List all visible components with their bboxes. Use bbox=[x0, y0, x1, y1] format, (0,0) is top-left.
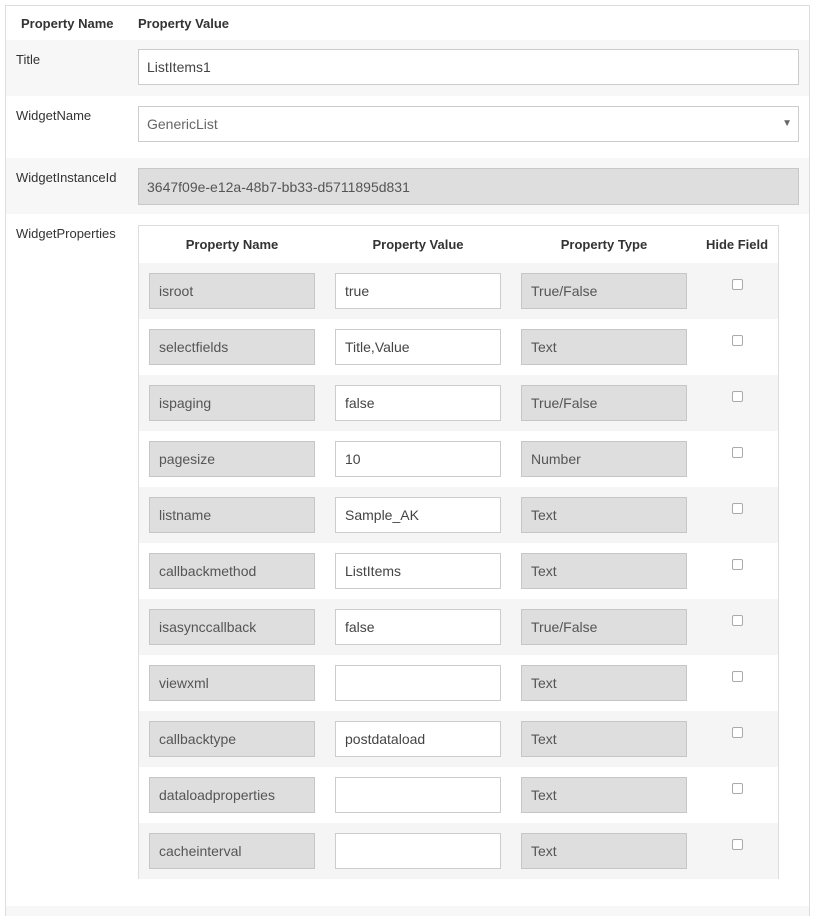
property-name-field: pagesize bbox=[149, 441, 315, 477]
property-row bbox=[139, 823, 778, 879]
inner-header-value: Property Value bbox=[372, 237, 464, 252]
property-type-field: Text bbox=[521, 553, 687, 589]
property-row bbox=[139, 599, 778, 655]
property-value-input[interactable]: 10 bbox=[335, 441, 501, 477]
property-name-field: selectfields bbox=[149, 329, 315, 365]
property-type-field: Text bbox=[521, 665, 687, 701]
hide-field-checkbox[interactable] bbox=[732, 391, 743, 402]
property-type-field: Text bbox=[521, 497, 687, 533]
property-value-input[interactable]: ListItems bbox=[335, 553, 501, 589]
property-value-input[interactable] bbox=[335, 665, 501, 701]
property-editor bbox=[5, 5, 810, 916]
property-name-field: listname bbox=[149, 497, 315, 533]
widget-name-select[interactable] bbox=[138, 106, 799, 142]
hide-field-checkbox[interactable] bbox=[732, 279, 743, 290]
property-row bbox=[139, 711, 778, 767]
inner-header-type: Property Type bbox=[560, 237, 648, 252]
property-row bbox=[139, 487, 778, 543]
property-value-input[interactable]: Title,Value bbox=[335, 329, 501, 365]
property-name-field: isasynccallback bbox=[149, 609, 315, 645]
hide-field-checkbox[interactable] bbox=[732, 671, 743, 682]
property-name-field: dataloadproperties bbox=[149, 777, 315, 813]
title-label: Title bbox=[16, 52, 41, 67]
property-row bbox=[139, 263, 778, 319]
property-type-field: True/False bbox=[521, 273, 687, 309]
property-type-field: Text bbox=[521, 777, 687, 813]
property-name-field: cacheinterval bbox=[149, 833, 315, 869]
property-name-field: isroot bbox=[149, 273, 315, 309]
property-row bbox=[139, 375, 778, 431]
hide-field-checkbox[interactable] bbox=[732, 727, 743, 738]
inner-table-header bbox=[139, 226, 778, 263]
outer-table-header bbox=[6, 6, 809, 40]
instance-id-label: WidgetInstanceId bbox=[16, 170, 117, 185]
property-type-field: Text bbox=[521, 833, 687, 869]
property-value-input[interactable]: false bbox=[335, 609, 501, 645]
property-row bbox=[139, 655, 778, 711]
widget-properties-label: WidgetProperties bbox=[16, 226, 116, 241]
hide-field-checkbox[interactable] bbox=[732, 447, 743, 458]
property-type-field: Number bbox=[521, 441, 687, 477]
widget-name-row bbox=[6, 96, 809, 158]
property-value-input[interactable]: Sample_AK bbox=[335, 497, 501, 533]
outer-header-value: Property Value bbox=[138, 16, 230, 31]
widget-name-label: WidgetName bbox=[16, 108, 92, 123]
property-value-input[interactable] bbox=[335, 833, 501, 869]
hide-field-checkbox[interactable] bbox=[732, 559, 743, 570]
title-row bbox=[6, 40, 809, 96]
hide-field-checkbox[interactable] bbox=[732, 615, 743, 626]
hide-field-checkbox[interactable] bbox=[732, 783, 743, 794]
widget-properties-table bbox=[138, 225, 779, 879]
inner-header-name: Property Name bbox=[185, 237, 279, 252]
property-row bbox=[139, 319, 778, 375]
title-input[interactable] bbox=[138, 49, 799, 85]
widget-name-select-value: GenericList bbox=[147, 116, 218, 132]
property-name-field: callbacktype bbox=[149, 721, 315, 757]
hide-field-checkbox[interactable] bbox=[732, 503, 743, 514]
property-type-field: True/False bbox=[521, 385, 687, 421]
outer-header-name: Property Name bbox=[21, 16, 114, 31]
property-type-field: Text bbox=[521, 721, 687, 757]
property-name-field: callbackmethod bbox=[149, 553, 315, 589]
property-value-input[interactable]: true bbox=[335, 273, 501, 309]
property-type-field: Text bbox=[521, 329, 687, 365]
instance-id-value: 3647f09e-e12a-48b7-bb33-d5711895d831 bbox=[147, 178, 410, 195]
property-value-input[interactable] bbox=[335, 777, 501, 813]
caret-down-icon: ▼ bbox=[782, 118, 792, 129]
property-name-field: viewxml bbox=[149, 665, 315, 701]
property-name-field: ispaging bbox=[149, 385, 315, 421]
property-row bbox=[139, 767, 778, 823]
title-input-value: ListItems1 bbox=[147, 59, 211, 75]
property-type-field: True/False bbox=[521, 609, 687, 645]
property-row bbox=[139, 431, 778, 487]
hide-field-checkbox[interactable] bbox=[732, 839, 743, 850]
property-value-input[interactable]: false bbox=[335, 385, 501, 421]
inner-header-hide: Hide Field bbox=[705, 237, 769, 252]
instance-id-field bbox=[138, 168, 799, 205]
hide-field-checkbox[interactable] bbox=[732, 335, 743, 346]
property-value-input[interactable]: postdataload bbox=[335, 721, 501, 757]
instance-id-row bbox=[6, 158, 809, 214]
property-row bbox=[139, 543, 778, 599]
bottom-band bbox=[6, 906, 809, 916]
